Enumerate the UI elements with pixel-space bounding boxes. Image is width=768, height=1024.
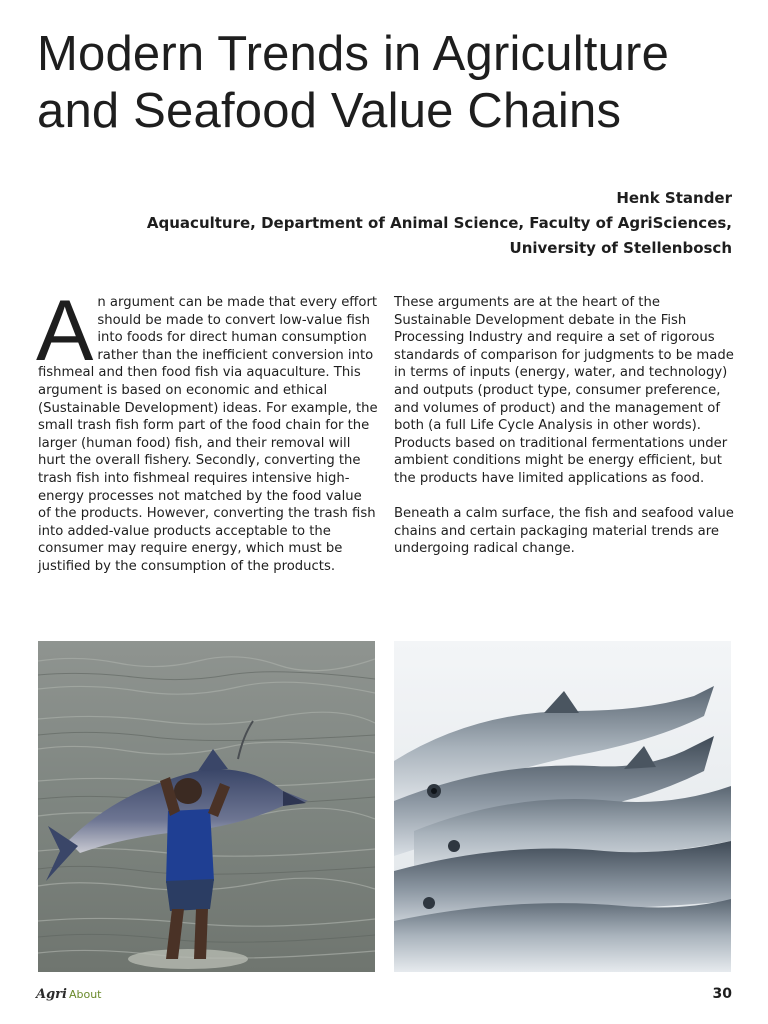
- title-line-2: and Seafood Value Chains: [37, 84, 622, 138]
- fisherman-illustration: [38, 641, 375, 972]
- fish-pile-photo: [394, 641, 731, 972]
- right-column: [394, 294, 734, 558]
- right-paragraph-1: These arguments are at the heart of the Sustainable Development debate in the Fish Processing Industry and require a set of rigorous standards of comparison for judgments to be made in terms of inputs (energy, water, and technology) and outputs (product type, consumer preference, and volumes of product) and the management of both (a full Life Cycle Analysis in other words). Products based on traditional fermentations under ambient conditions might be energy efficient, but the products have limited applications as food.: [394, 295, 734, 486]
- author-name: Henk Stander: [616, 189, 732, 207]
- drop-cap: A: [36, 283, 94, 379]
- article-title: [37, 26, 737, 140]
- logo-about: About: [68, 988, 102, 1001]
- affiliation-line-2: University of Stellenbosch: [509, 239, 732, 257]
- author-block: [82, 186, 732, 261]
- title-line-1: Modern Trends in Agriculture: [37, 27, 670, 81]
- fisherman-photo: [38, 641, 375, 972]
- left-paragraph-text: n argument can be made that every effort should be made to convert low-value fish into foods for direct human consumption rather than the inefficient conversion into fishmeal and then food fish via aquaculture. This argument is based on economic and ethical (Sustainable Development) ideas. For example, the small trash fish form part of the food chain for the larger (human food) fish, and their removal will hurt the overall fishery. Secondly, converting the trash fish into fishmeal requires intensive high-energy processes not matched by the food value of the products. However, converting the trash fish into added-value products acceptable to the consumer may require energy, which must be justified by the consumption of the products.: [38, 295, 378, 574]
- fish-pile-illustration: [394, 641, 731, 972]
- affiliation-line-1: Aquaculture, Department of Animal Science, Faculty of AgriSciences,: [146, 214, 732, 232]
- left-paragraph: [36, 283, 378, 576]
- logo-agri: Agri: [36, 987, 67, 1002]
- page-number: 30: [712, 986, 732, 1002]
- right-paragraph-2: Beneath a calm surface, the fish and seafood value chains and certain packaging material trends are undergoing radical change.: [394, 506, 734, 557]
- magazine-logo: [36, 987, 102, 1002]
- left-column: [36, 283, 378, 576]
